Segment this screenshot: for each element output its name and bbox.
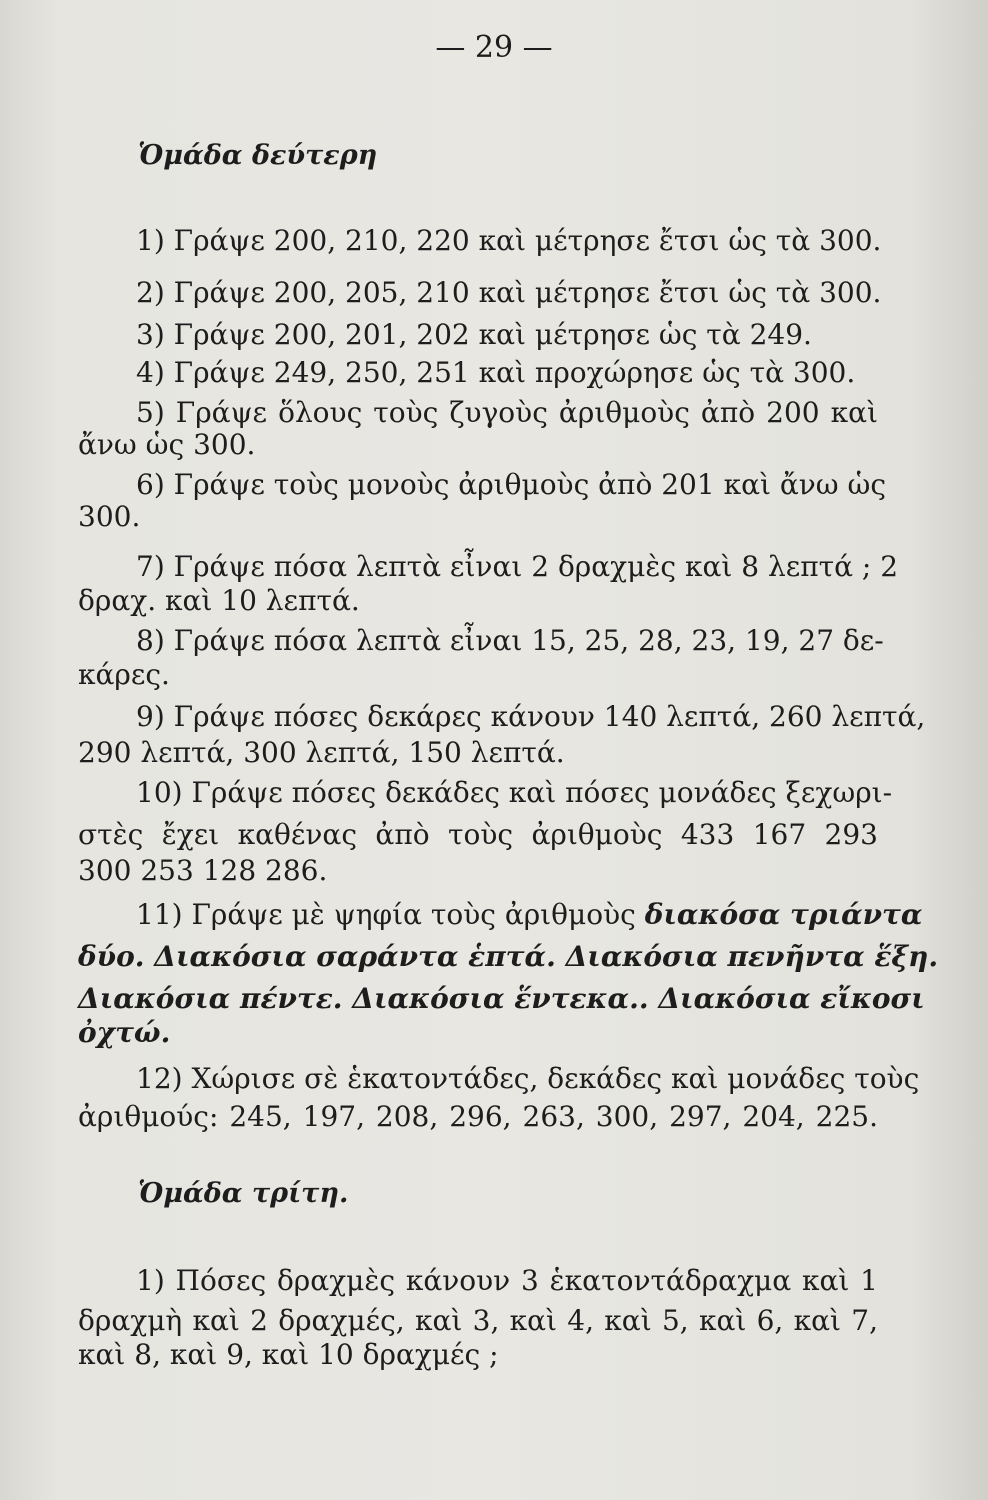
exercise-line: 290 λεπτά, 300 λεπτά, 150 λεπτά. [78, 736, 565, 769]
section-heading-second-group: Ὁμάδα δεύτερη [138, 140, 378, 171]
exercise-line: ἄνω ὡς 300. [78, 428, 256, 461]
exercise-line: 300. [78, 500, 141, 533]
exercise-line: δραχμὴ καὶ 2 δραχμές, καὶ 3, καὶ 4, καὶ 5, καὶ 6, καὶ 7, [78, 1304, 878, 1337]
exercise-line: στὲς ἔχει καθένας ἀπὸ τοὺς ἀριθμοὺς 433 167 293 [78, 818, 878, 851]
exercise-item-11-words: ὀχτώ. [78, 1016, 171, 1049]
exercise-line: ἀριθμούς: 245, 197, 208, 296, 263, 300, 297, 204, 225. [78, 1100, 878, 1133]
exercise-item-11-text: 11) Γράψε μὲ ψηφία τοὺς ἀριθμοὺς [136, 898, 636, 931]
exercise-line: κάρες. [78, 658, 170, 691]
exercise-line: 8) Γράψε πόσα λεπτὰ εἶναι 15, 25, 28, 23, 19, 27 δε- [136, 624, 884, 657]
exercise-item-11-words: Διακόσια πέντε. Διακόσια ἕντεκα.. Διακόσια εἴκοσι [78, 982, 925, 1015]
exercise-line: 300 253 128 286. [78, 854, 328, 887]
exercise-line: 6) Γράψε τοὺς μονοὺς ἀριθμοὺς ἀπὸ 201 καὶ ἄνω ὡς [136, 468, 887, 501]
exercise-line: 3) Γράψε 200, 201, 202 καὶ μέτρησε ὡς τὰ 249. [136, 318, 812, 351]
exercise-line: 1) Πόσες δραχμὲς κάνουν 3 ἑκατοντάδραχμα καὶ 1 [136, 1264, 878, 1297]
exercise-item-11-words: διακόσα τριάντα [644, 898, 923, 931]
exercise-item-11-words: δύο. Διακόσια σαράντα ἑπτά. Διακόσια πενῆντα ἕξη. [78, 940, 939, 973]
exercise-line: 4) Γράψε 249, 250, 251 καὶ προχώρησε ὡς τὰ 300. [136, 356, 856, 389]
exercise-item-11 [136, 898, 923, 932]
exercise-line: 10) Γράψε πόσες δεκάδες καὶ πόσες μονάδες ξεχωρι- [136, 776, 893, 809]
exercise-line: δραχ. καὶ 10 λεπτά. [78, 584, 360, 617]
exercise-line: 7) Γράψε πόσα λεπτὰ εἶναι 2 δραχμὲς καὶ 8 λεπτά ; 2 [136, 550, 899, 583]
exercise-line: καὶ 8, καὶ 9, καὶ 10 δραχμές ; [78, 1338, 499, 1371]
section-heading-third-group: Ὁμάδα τρίτη. [138, 1178, 349, 1209]
exercise-line: 2) Γράψε 200, 205, 210 καὶ μέτρησε ἔτσι ὡς τὰ 300. [136, 276, 882, 309]
exercise-line: 5) Γράψε ὅλους τοὺς ζυγοὺς ἀριθμοὺς ἀπὸ 200 καὶ [136, 396, 878, 429]
exercise-line: 12) Χώρισε σὲ ἑκατοντάδες, δεκάδες καὶ μονάδες τοὺς [136, 1062, 920, 1095]
exercise-line: 9) Γράψε πόσες δεκάρες κάνουν 140 λεπτά, 260 λεπτά, [136, 700, 926, 733]
page-number: — 29 — [435, 30, 553, 65]
exercise-line: 1) Γράψε 200, 210, 220 καὶ μέτρησε ἔτσι ὡς τὰ 300. [136, 224, 882, 257]
